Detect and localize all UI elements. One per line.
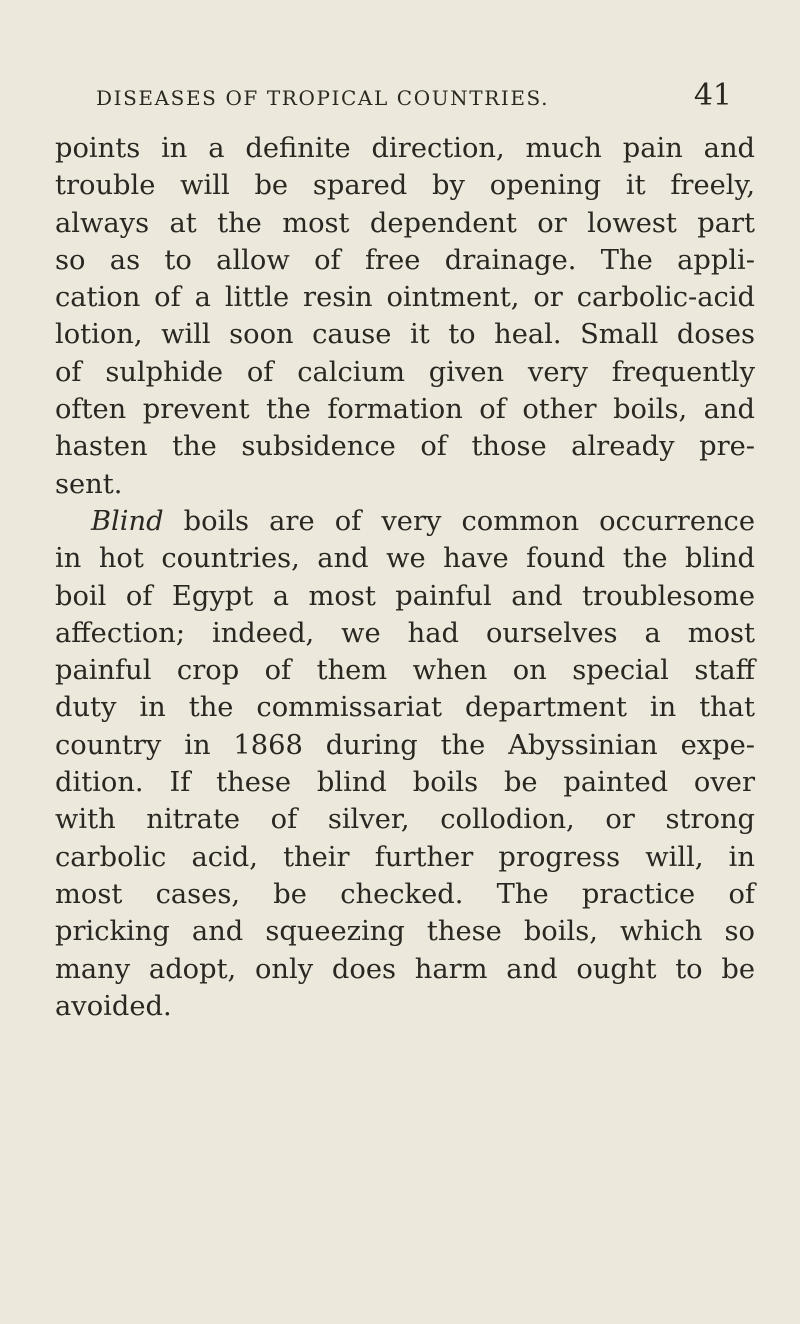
text-line: boil of Egypt a most painful and troublesome — [55, 580, 755, 612]
text-line: so as to allow of free drainage. The appli- — [55, 244, 755, 276]
emphasized-word: Blind — [91, 505, 164, 537]
text-line: trouble will be spared by opening it freely, — [55, 170, 755, 202]
text-line-rest: boils are of very common occurrence — [163, 505, 755, 537]
text-line: carbolic acid, their further progress will, in — [55, 841, 755, 873]
body-text — [55, 130, 755, 1025]
text-line: with nitrate of silver, collodion, or strong — [55, 804, 755, 836]
running-head-title: DISEASES OF TROPICAL COUNTRIES. — [96, 86, 550, 110]
paragraph-2 — [55, 503, 755, 1025]
text-line: points in a definite direction, much pain and — [55, 133, 755, 164]
running-head — [96, 80, 732, 114]
text-line: always at the most dependent or lowest part — [55, 207, 755, 239]
text-line: painful crop of them when on special staff — [55, 655, 755, 687]
text-line: in hot countries, and we have found the blind — [55, 543, 755, 575]
text-line: many adopt, only does harm and ought to be — [55, 953, 755, 985]
text-line: country in 1868 during the Abyssinian expe- — [55, 729, 755, 761]
paragraph-1 — [55, 130, 755, 503]
text-line: avoided. — [55, 990, 172, 1022]
text-line: pricking and squeezing these boils, which so — [55, 916, 755, 948]
text-line: lotion, will soon cause it to heal. Small doses — [55, 319, 755, 351]
text-line-first — [55, 503, 755, 540]
text-line: affection; indeed, we had ourselves a most — [55, 617, 755, 649]
text-line: hasten the subsidence of those already pre- — [55, 431, 755, 463]
page-number: 41 — [693, 78, 732, 113]
text-line: duty in the commissariat department in that — [55, 692, 755, 724]
text-line: often prevent the formation of other boils, and — [55, 394, 755, 426]
text-line: sent. — [55, 468, 123, 500]
text-line: cation of a little resin ointment, or carbolic-acid — [55, 282, 755, 314]
text-line: most cases, be checked. The practice of — [55, 878, 755, 910]
text-line: dition. If these blind boils be painted over — [55, 767, 755, 799]
text-line: of sulphide of calcium given very frequently — [55, 356, 755, 388]
